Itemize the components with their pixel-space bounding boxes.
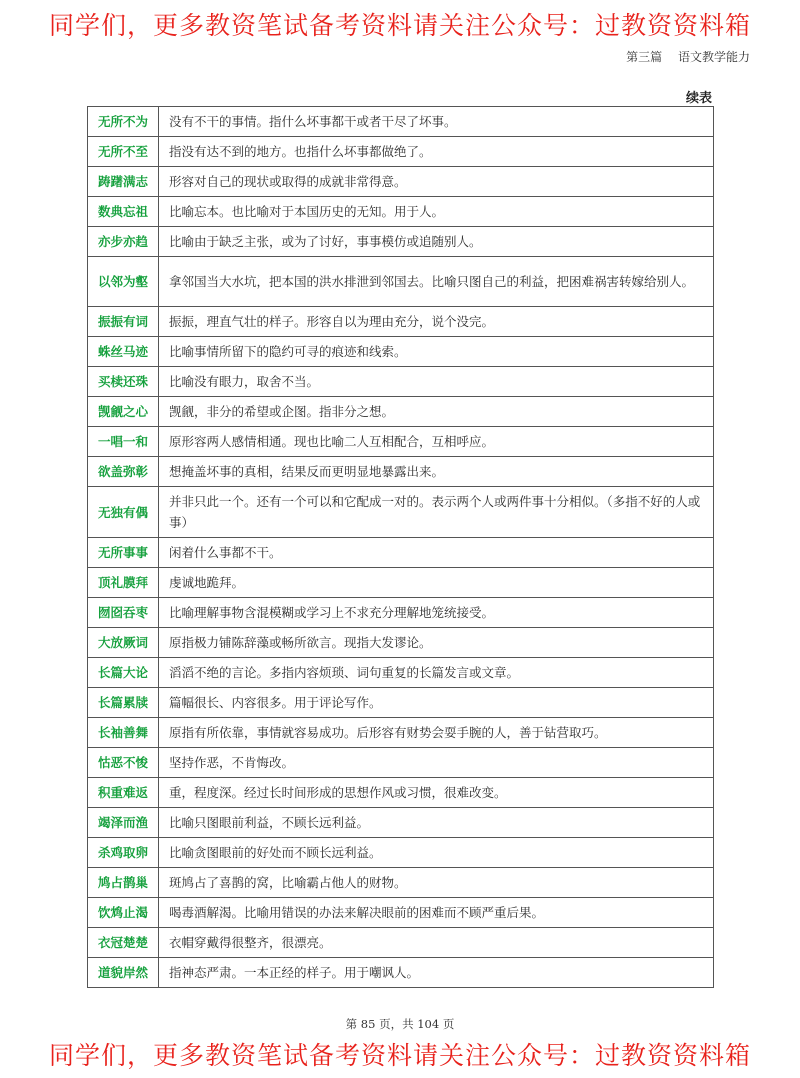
idiom-definition: 振振，理直气壮的样子。形容自以为理由充分，说个没完。 xyxy=(159,307,714,337)
idiom-definition: 喝毒酒解渴。比喻用错误的办法来解决眼前的困难而不顾严重后果。 xyxy=(159,898,714,928)
idiom-definition: 原指极力铺陈辞藻或畅所欲言。现指大发谬论。 xyxy=(159,628,714,658)
idiom-term: 长篇大论 xyxy=(88,658,159,688)
table-row xyxy=(88,307,714,337)
table-row xyxy=(88,137,714,167)
table-row xyxy=(88,197,714,227)
idiom-definition: 重，程度深。经过长时间形成的思想作风或习惯，很难改变。 xyxy=(159,778,714,808)
idiom-definition: 拿邻国当大水坑，把本国的洪水排泄到邻国去。比喻只图自己的利益，把困难祸害转嫁给别人。 xyxy=(159,257,714,307)
table-row xyxy=(88,868,714,898)
idiom-definition: 指神态严肃。一本正经的样子。用于嘲讽人。 xyxy=(159,958,714,988)
table-row xyxy=(88,628,714,658)
idiom-term: 一唱一和 xyxy=(88,427,159,457)
idiom-term: 饮鸩止渴 xyxy=(88,898,159,928)
idiom-term: 欲盖弥彰 xyxy=(88,457,159,487)
idiom-definition: 比喻由于缺乏主张，或为了讨好，事事模仿或追随别人。 xyxy=(159,227,714,257)
table-row xyxy=(88,538,714,568)
idiom-definition: 想掩盖坏事的真相，结果反而更明显地暴露出来。 xyxy=(159,457,714,487)
idiom-definition: 形容对自己的现状或取得的成就非常得意。 xyxy=(159,167,714,197)
idiom-term: 亦步亦趋 xyxy=(88,227,159,257)
table-row xyxy=(88,718,714,748)
table-row xyxy=(88,487,714,538)
idiom-term: 鸠占鹊巢 xyxy=(88,868,159,898)
idiom-term: 长篇累牍 xyxy=(88,688,159,718)
table-row xyxy=(88,808,714,838)
idiom-definition: 比喻没有眼力，取舍不当。 xyxy=(159,367,714,397)
idiom-definition: 原指有所依靠，事情就容易成功。后形容有财势会耍手腕的人，善于钻营取巧。 xyxy=(159,718,714,748)
table-row xyxy=(88,958,714,988)
idiom-definition: 比喻贪图眼前的好处而不顾长远利益。 xyxy=(159,838,714,868)
idiom-term: 无独有偶 xyxy=(88,487,159,538)
idiom-term: 无所事事 xyxy=(88,538,159,568)
table-row xyxy=(88,898,714,928)
idiom-definition: 并非只此一个。还有一个可以和它配成一对的。表示两个人或两件事十分相似。（多指不好的人或事） xyxy=(159,487,714,538)
table-row xyxy=(88,227,714,257)
table-row xyxy=(88,598,714,628)
idiom-definition: 没有不干的事情。指什么坏事都干或者干尽了坏事。 xyxy=(159,107,714,137)
idiom-definition: 比喻理解事物含混模糊或学习上不求充分理解地笼统接受。 xyxy=(159,598,714,628)
table-row xyxy=(88,427,714,457)
idiom-term: 竭泽而渔 xyxy=(88,808,159,838)
idiom-definition: 觊觎，非分的希望或企图。指非分之想。 xyxy=(159,397,714,427)
idiom-definition: 原形容两人感情相通。现也比喻二人互相配合，互相呼应。 xyxy=(159,427,714,457)
table-row xyxy=(88,167,714,197)
idiom-term: 长袖善舞 xyxy=(88,718,159,748)
idiom-term: 无所不为 xyxy=(88,107,159,137)
idiom-term: 振振有词 xyxy=(88,307,159,337)
idiom-definition: 斑鸠占了喜鹊的窝，比喻霸占他人的财物。 xyxy=(159,868,714,898)
table-row xyxy=(88,928,714,958)
table-row xyxy=(88,107,714,137)
table-row xyxy=(88,257,714,307)
header-section: 语文教学能力 xyxy=(677,50,750,64)
idiom-term: 买椟还珠 xyxy=(88,367,159,397)
idiom-definition: 篇幅很长、内容很多。用于评论写作。 xyxy=(159,688,714,718)
header-part: 第三篇 xyxy=(626,50,663,64)
idiom-term: 以邻为壑 xyxy=(88,257,159,307)
promo-banner-top: 同学们，更多教资笔试备考资料请关注公众号：过教资资料箱 xyxy=(48,11,751,40)
table-row xyxy=(88,337,714,367)
idiom-term: 大放厥词 xyxy=(88,628,159,658)
idiom-definition: 坚持作恶，不肯悔改。 xyxy=(159,748,714,778)
table-row xyxy=(88,748,714,778)
idiom-table xyxy=(87,106,714,988)
continued-label: 续表 xyxy=(685,91,712,106)
idiom-term: 觊觎之心 xyxy=(88,397,159,427)
idiom-term: 杀鸡取卵 xyxy=(88,838,159,868)
idiom-term: 蛛丝马迹 xyxy=(88,337,159,367)
idiom-definition: 闲着什么事都不干。 xyxy=(159,538,714,568)
page-footer: 第 85 页，共 104 页 xyxy=(345,1017,455,1031)
idiom-term: 积重难返 xyxy=(88,778,159,808)
idiom-term: 道貌岸然 xyxy=(88,958,159,988)
table-row xyxy=(88,688,714,718)
idiom-term: 数典忘祖 xyxy=(88,197,159,227)
table-row xyxy=(88,778,714,808)
idiom-definition: 指没有达不到的地方。也指什么坏事都做绝了。 xyxy=(159,137,714,167)
table-row xyxy=(88,457,714,487)
idiom-definition: 衣帽穿戴得很整齐，很漂亮。 xyxy=(159,928,714,958)
idiom-term: 无所不至 xyxy=(88,137,159,167)
table-row xyxy=(88,838,714,868)
table-row xyxy=(88,397,714,427)
idiom-term: 顶礼膜拜 xyxy=(88,568,159,598)
promo-banner-bottom: 同学们，更多教资笔试备考资料请关注公众号：过教资资料箱 xyxy=(48,1041,751,1070)
idiom-definition: 虔诚地跪拜。 xyxy=(159,568,714,598)
idiom-term: 怙恶不悛 xyxy=(88,748,159,778)
idiom-definition: 比喻忘本。也比喻对于本国历史的无知。用于人。 xyxy=(159,197,714,227)
idiom-definition: 滔滔不绝的言论。多指内容烦琐、词句重复的长篇发言或文章。 xyxy=(159,658,714,688)
running-header xyxy=(626,48,750,65)
table-row xyxy=(88,658,714,688)
idiom-definition: 比喻只图眼前利益，不顾长远利益。 xyxy=(159,808,714,838)
idiom-term: 衣冠楚楚 xyxy=(88,928,159,958)
table-row xyxy=(88,568,714,598)
idiom-term: 囫囵吞枣 xyxy=(88,598,159,628)
idiom-term: 踌躇满志 xyxy=(88,167,159,197)
idiom-definition: 比喻事情所留下的隐约可寻的痕迹和线索。 xyxy=(159,337,714,367)
table-row xyxy=(88,367,714,397)
